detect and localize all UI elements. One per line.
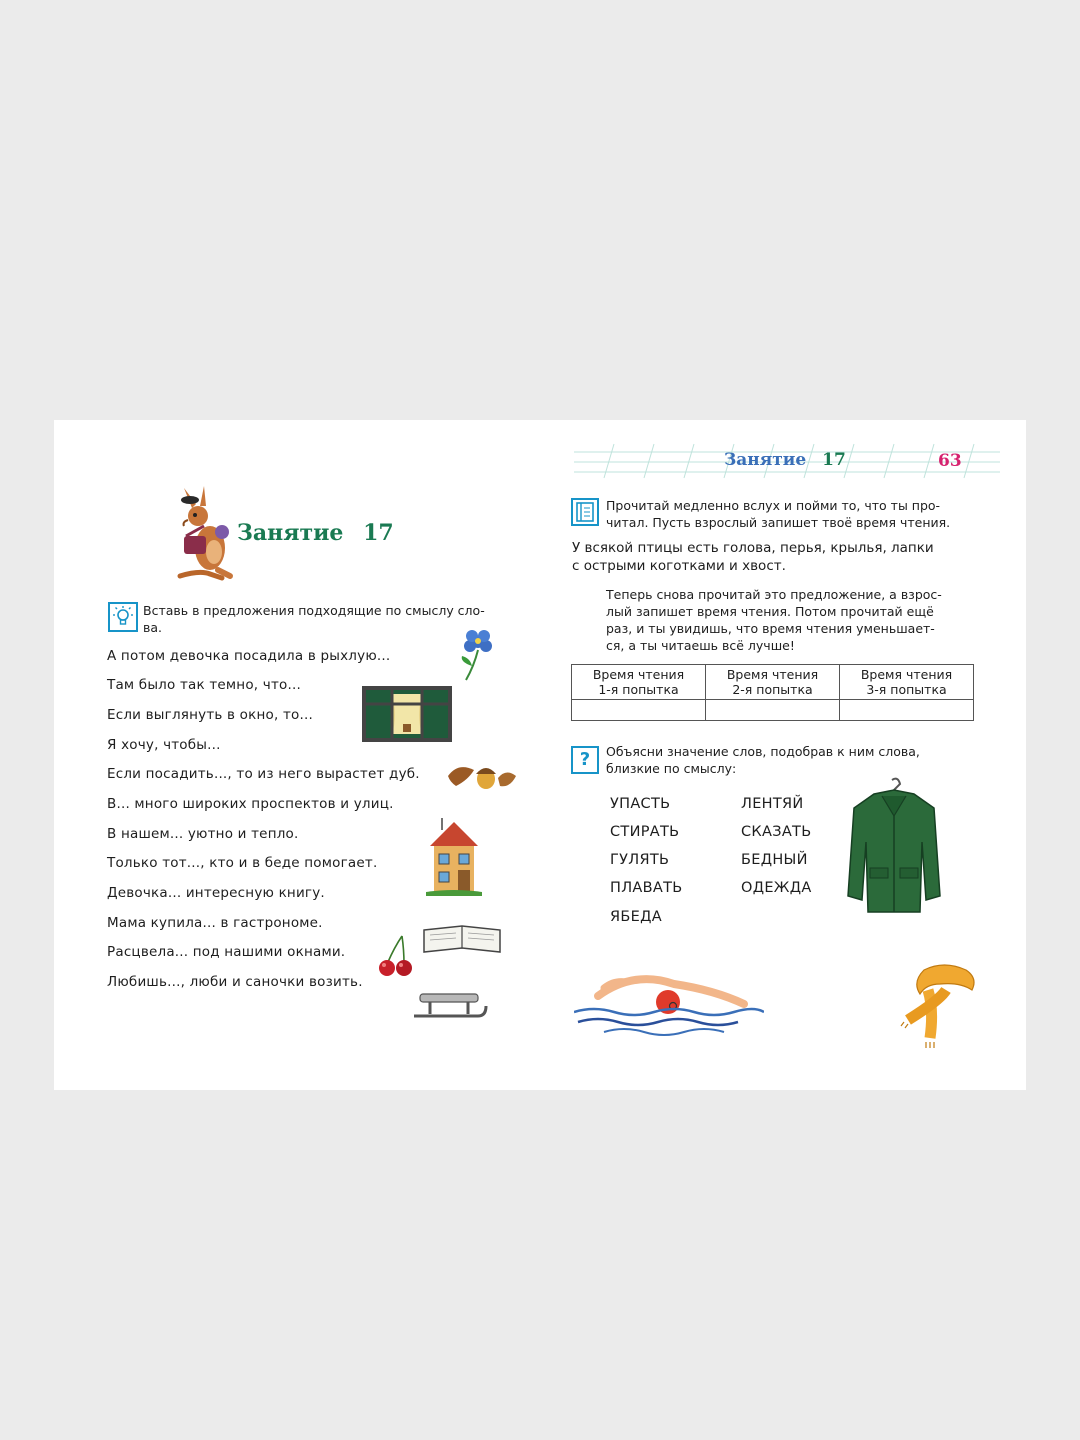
table-attempt-2: 2-я попытка (732, 682, 813, 697)
lesson-heading (237, 520, 394, 546)
page-header-word: Занятие (724, 450, 807, 470)
flower-illustration (456, 628, 500, 682)
sentence-12: Любишь..., люби и саночки возить. (107, 974, 363, 990)
right-page (540, 420, 1026, 1090)
table-attempt-1: 1-я попытка (598, 682, 679, 697)
task1-text: Прочитай медленно вслух и пойми то, что ты про- читал. Пусть взрослый запишет твоё время чтения. (606, 498, 951, 530)
scarf-illustration (900, 960, 986, 1050)
jacket-illustration (846, 776, 942, 916)
swimmer-illustration (574, 960, 764, 1040)
word-col2-4: ОДЕЖДА (741, 880, 812, 896)
sentence-2: Там было так темно, что... (107, 677, 301, 693)
table-cell-1 (572, 665, 706, 700)
instruction-text: Теперь снова прочитай это предложение, а взрос- лый запишет время чтения. Потом прочитай ещё раз, и ты увидишь, что время чтения уменьшает- ся, а ты читаешь всё лучше! (606, 587, 942, 653)
acorn-illustration (446, 760, 518, 792)
task2-text: Объясни значение слов, подобрав к ним слова, близкие по смыслу: (606, 744, 920, 776)
book-spread (54, 420, 1026, 1090)
table-attempt-3: 3-я попытка (866, 682, 947, 697)
word-col2-1: ЛЕНТЯЙ (741, 796, 804, 812)
table-label-3: Время чтения (860, 667, 953, 682)
word-col1-4: ПЛАВАТЬ (610, 880, 683, 896)
table-row-answers (572, 700, 974, 721)
word-col1-2: СТИРАТЬ (610, 824, 680, 840)
reading-time-table (571, 664, 974, 721)
question-icon (571, 746, 599, 774)
word-col1-3: ГУЛЯТЬ (610, 852, 670, 868)
word-col2-2: СКАЗАТЬ (741, 824, 812, 840)
page-header-title (724, 450, 846, 470)
answer-cell-2[interactable] (706, 700, 840, 721)
left-task-text: Вставь в предложения подходящие по смыслу сло- ва. (143, 603, 485, 635)
sentence-11: Расцвела... под нашими окнами. (107, 944, 346, 960)
answer-cell-3[interactable] (840, 700, 974, 721)
table-label-2: Время чтения (726, 667, 819, 682)
question-mark-glyph: ? (579, 749, 591, 770)
table-label-1: Время чтения (592, 667, 685, 682)
sentence-6: В... много широких проспектов и улиц. (107, 796, 394, 812)
word-col1-5: ЯБЕДА (610, 909, 662, 925)
table-cell-2 (706, 665, 840, 700)
table-row-header (572, 665, 974, 700)
sentence-10: Мама купила... в гастрономе. (107, 915, 323, 931)
book-icon (571, 498, 599, 526)
lesson-heading-word: Занятие (237, 520, 344, 546)
lightbulb-icon (108, 602, 138, 632)
lesson-heading-number: 17 (363, 520, 394, 546)
sled-illustration (412, 986, 488, 1024)
sentence-9: Девочка... интересную книгу. (107, 885, 325, 901)
answer-cell-1[interactable] (572, 700, 706, 721)
sentence-5: Если посадить..., то из него вырастет дуб. (107, 766, 420, 782)
page-number: 63 (938, 451, 962, 471)
sentence-1: А потом девочка посадила в рыхлую... (107, 648, 391, 664)
table-cell-3 (840, 665, 974, 700)
word-col2-3: БЕДНЫЙ (741, 852, 808, 868)
window-illustration (362, 686, 452, 742)
house-illustration (426, 816, 482, 896)
word-col1-1: УПАСТЬ (610, 796, 671, 812)
sentence-7: В нашем... уютно и тепло. (107, 826, 299, 842)
cherries-illustration (376, 934, 416, 978)
sentence-4: Я хочу, чтобы... (107, 737, 221, 753)
sentence-8: Только тот..., кто и в беде помогает. (107, 855, 378, 871)
page-header-number: 17 (822, 450, 846, 470)
reading-sentence: У всякой птицы есть голова, перья, крылья, лапки с острыми коготками и хвост. (572, 540, 934, 574)
book-illustration (420, 922, 504, 956)
kangaroo-illustration (170, 486, 240, 582)
sentence-3: Если выглянуть в окно, то... (107, 707, 313, 723)
left-page (54, 420, 540, 1090)
